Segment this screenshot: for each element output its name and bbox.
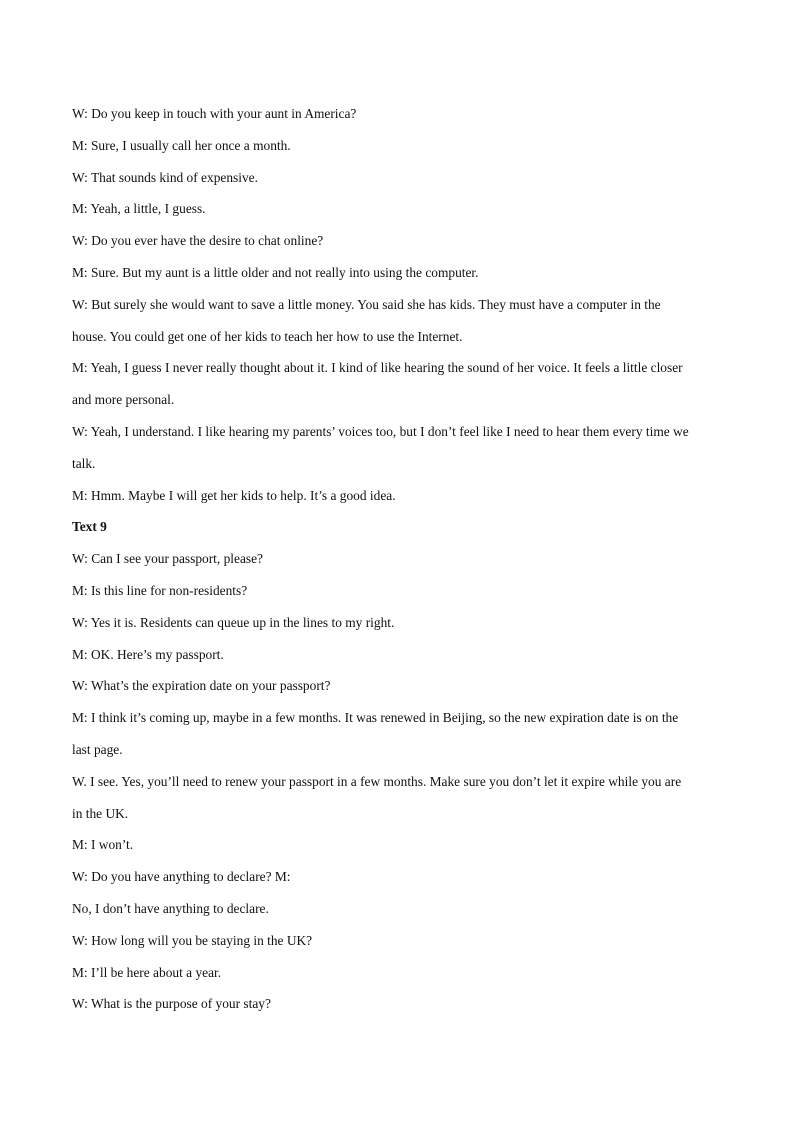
dialogue-line: W: What is the purpose of your stay? [72, 996, 271, 1012]
dialogue-line: W: Yeah, I understand. I like hearing my parents’ voices too, but I don’t feel like I need to hear them every time we [72, 423, 689, 439]
dialogue-line: M: Sure, I usually call her once a month. [72, 137, 291, 153]
dialogue-line: W: Do you keep in touch with your aunt in America? [72, 106, 357, 121]
dialogue-line: M: Yeah, I guess I never really thought about it. I kind of like hearing the sound of her voice. It feels a little closer [72, 360, 683, 376]
dialogue-line: M: Is this line for non-residents? [72, 582, 248, 598]
dialogue-line: talk. [72, 455, 96, 471]
dialogue-line: W: That sounds kind of expensive. [72, 169, 258, 185]
dialogue-line: M: Hmm. Maybe I will get her kids to help. It’s a good idea. [72, 487, 396, 503]
dialogue-line: M: I’ll be here about a year. [72, 964, 222, 980]
dialogue-line: M: Yeah, a little, I guess. [72, 201, 206, 217]
dialogue-line: M: OK. Here’s my passport. [72, 646, 224, 662]
dialogue-line: W: But surely she would want to save a little money. You said she has kids. They must have a computer in the [72, 296, 661, 312]
dialogue-line: W. I see. Yes, you’ll need to renew your passport in a few months. Make sure you don’t let it expire while you are [72, 773, 682, 789]
dialogue-line: M: I think it’s coming up, maybe in a few months. It was renewed in Beijing, so the new expiration date is on the [72, 710, 679, 726]
dialogue-line: in the UK. [72, 805, 129, 821]
dialogue-line: house. You could get one of her kids to teach her how to use the Internet. [72, 328, 463, 344]
dialogue-line: M: I won’t. [72, 837, 134, 853]
dialogue-line: last page. [72, 741, 123, 757]
dialogue-line: No, I don’t have anything to declare. [72, 900, 269, 916]
dialogue-line: W: Can I see your passport, please? [72, 551, 263, 567]
dialogue-line: W: How long will you be staying in the UK? [72, 932, 313, 948]
section-heading: Text 9 [72, 519, 107, 535]
dialogue-line: W: What’s the expiration date on your passport? [72, 678, 331, 694]
dialogue-line: and more personal. [72, 392, 175, 408]
dialogue-line: W: Do you ever have the desire to chat online? [72, 233, 324, 249]
transcript-body [72, 98, 724, 1020]
dialogue-line: W: Do you have anything to declare? M: [72, 869, 291, 885]
dialogue-line: M: Sure. But my aunt is a little older and not really into using the computer. [72, 264, 479, 280]
dialogue-line: W: Yes it is. Residents can queue up in the lines to my right. [72, 614, 395, 630]
